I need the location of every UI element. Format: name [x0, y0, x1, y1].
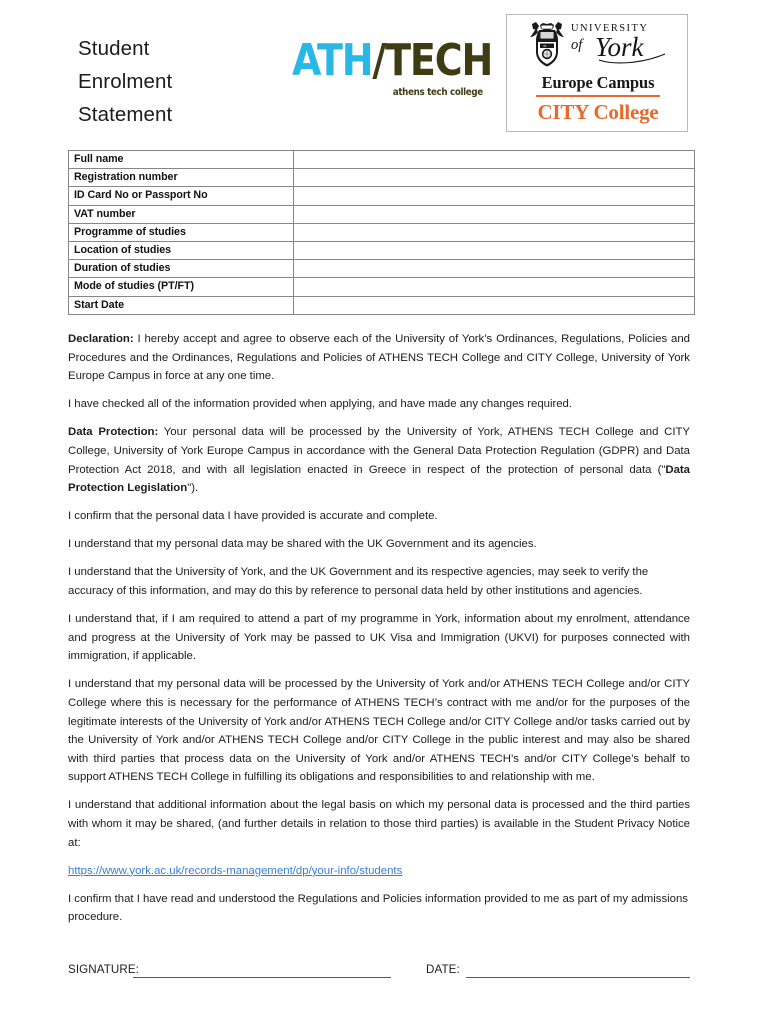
signature-label: SIGNATURE:: [68, 963, 139, 976]
paragraph-declaration: [68, 330, 690, 386]
athtech-logo: [292, 35, 493, 108]
table-label-location-of-studies: Location of studies: [69, 242, 294, 260]
york-university-text: UNIVERSITY: [571, 23, 649, 34]
york-of-york-text: [569, 34, 681, 66]
table-label-registration-number: Registration number: [69, 169, 294, 187]
paragraph-checked-information: I have checked all of the information provided when applying, and have made any changes required.: [68, 398, 573, 411]
data-protection-text-part-2: ").: [187, 482, 199, 495]
york-logo-top: [507, 21, 689, 67]
table-row: [69, 151, 695, 169]
signature-input-line[interactable]: [133, 977, 391, 978]
date-label: DATE:: [426, 963, 460, 976]
paragraph-verify-accuracy: I understand that the University of York, and the UK Government and its respective agencies, may seek to verify the accuracy of this information, and may do this by reference to personal data held by other institutions and agencies.: [68, 566, 649, 598]
athtech-slash-text: /: [372, 35, 386, 86]
document-header: [0, 0, 770, 145]
table-label-full-name: Full name: [69, 151, 294, 169]
table-label-vat-number: VAT number: [69, 205, 294, 223]
declaration-text: I hereby accept and agree to observe each of the University of York’s Ordinances, Regulations, Policies and Procedures and the Ordinances, Regulations and Policies of ATHENS TECH College and CITY College, University of York Europe Campus in force at any one time.: [68, 333, 690, 383]
table-value-location-of-studies[interactable]: [294, 242, 695, 260]
table-row: [69, 260, 695, 278]
athtech-wordmark: [292, 35, 493, 86]
paragraph-read-understood: I confirm that I have read and understood the Regulations and Policies information provided to me as part of my admissions procedure.: [68, 892, 688, 924]
privacy-notice-link[interactable]: https://www.york.ac.uk/records-management/dp/your-info/students: [68, 864, 403, 877]
city-college-text: CITY College: [537, 100, 659, 124]
svg-text:M: M: [543, 44, 547, 49]
table-label-programme-of-studies: Programme of studies: [69, 223, 294, 241]
svg-text:of: of: [571, 37, 583, 53]
data-protection-label: Data Protection:: [68, 426, 159, 439]
paragraph-uk-government: I understand that my personal data may be shared with the UK Government and its agencies.: [68, 538, 537, 551]
york-coat-of-arms-icon: [527, 21, 567, 67]
signature-row: [68, 963, 690, 985]
paragraph-additional-information: I understand that additional information about the legal basis on which my personal data is processed and the third parties with whom it may be shared, (and further details in relation to those third parties) is available in the Student Privacy Notice at:: [68, 799, 690, 849]
table-value-start-date[interactable]: [294, 296, 695, 314]
york-logo-divider: [536, 95, 660, 97]
table-value-duration-of-studies[interactable]: [294, 260, 695, 278]
table-value-registration-number[interactable]: [294, 169, 695, 187]
paragraph-confirm-accurate: I confirm that the personal data I have provided is accurate and complete.: [68, 510, 438, 523]
page-title-line-1: Student: [78, 37, 150, 60]
table-row: [69, 296, 695, 314]
page-title: [78, 32, 172, 131]
svg-text:York: York: [595, 34, 644, 62]
table-row: [69, 242, 695, 260]
york-europe-campus-text: Europe Campus: [541, 73, 655, 92]
date-input-line[interactable]: [466, 977, 690, 978]
paragraph-processing-legal-basis: I understand that my personal data will be processed by the University of York and/or ATHENS TECH College and/or CITY College where this is necessary for the performance of ATHENS TECH’s contract with me and/or for the purposes of the legitimate interests of the University of York and/or ATHENS TECH College and/or CITY College and/or tasks carried out by the University of York and/or ATHENS TECH College and/or CITY College in the public interest and may also be shared with third parties that process data on the University of York and/or ATHENS TECH’s and/or CITY College’s behalf to support ATHENS TECH College in fulfilling its obligations and responsibilities to and relationship with me.: [68, 678, 690, 784]
data-protection-legislation-term: Data Protection Legislation: [68, 463, 690, 495]
table-value-mode-of-studies[interactable]: [294, 278, 695, 296]
athtech-subtitle: athens tech college: [392, 87, 483, 98]
page-title-line-3: Statement: [78, 103, 173, 126]
table-row: [69, 278, 695, 296]
page-title-line-2: Enrolment: [78, 70, 173, 93]
table-label-start-date: Start Date: [69, 296, 294, 314]
table-row: [69, 187, 695, 205]
table-label-duration-of-studies: Duration of studies: [69, 260, 294, 278]
athtech-tech-text: TECH: [385, 35, 493, 86]
declaration-body: [68, 330, 690, 937]
table-value-programme-of-studies[interactable]: [294, 223, 695, 241]
table-value-full-name[interactable]: [294, 151, 695, 169]
table-row: [69, 223, 695, 241]
york-wordmark: [569, 23, 681, 67]
data-protection-text-part-1: Your personal data will be processed by the University of York, ATHENS TECH College and CITY College, University of York Europe Campus in accordance with the General Data Protection Regulation (GDPR) and Data Protection Act 2018, and with all legislation enacted in Greece in respect of the protection of personal data (": [68, 426, 690, 476]
declaration-label: Declaration:: [68, 333, 134, 345]
athtech-ath-text: ATH: [292, 35, 373, 86]
york-city-college-logo: [506, 14, 688, 132]
table-value-vat-number[interactable]: [294, 205, 695, 223]
table-value-id-card-passport[interactable]: [294, 187, 695, 205]
table-label-id-card-passport: ID Card No or Passport No: [69, 187, 294, 205]
paragraph-ukvi: I understand that, if I am required to attend a part of my programme in York, information about my enrolment, attendance and progress at the University of York may be passed to UK Visa and Immigration (UKVI) for purposes connected with immigration, if applicable.: [68, 613, 690, 663]
student-info-table-body: [69, 151, 695, 315]
table-row: [69, 205, 695, 223]
paragraph-data-protection: [68, 423, 690, 497]
student-info-table: [68, 150, 695, 315]
table-row: [69, 169, 695, 187]
table-label-mode-of-studies: Mode of studies (PT/FT): [69, 278, 294, 296]
